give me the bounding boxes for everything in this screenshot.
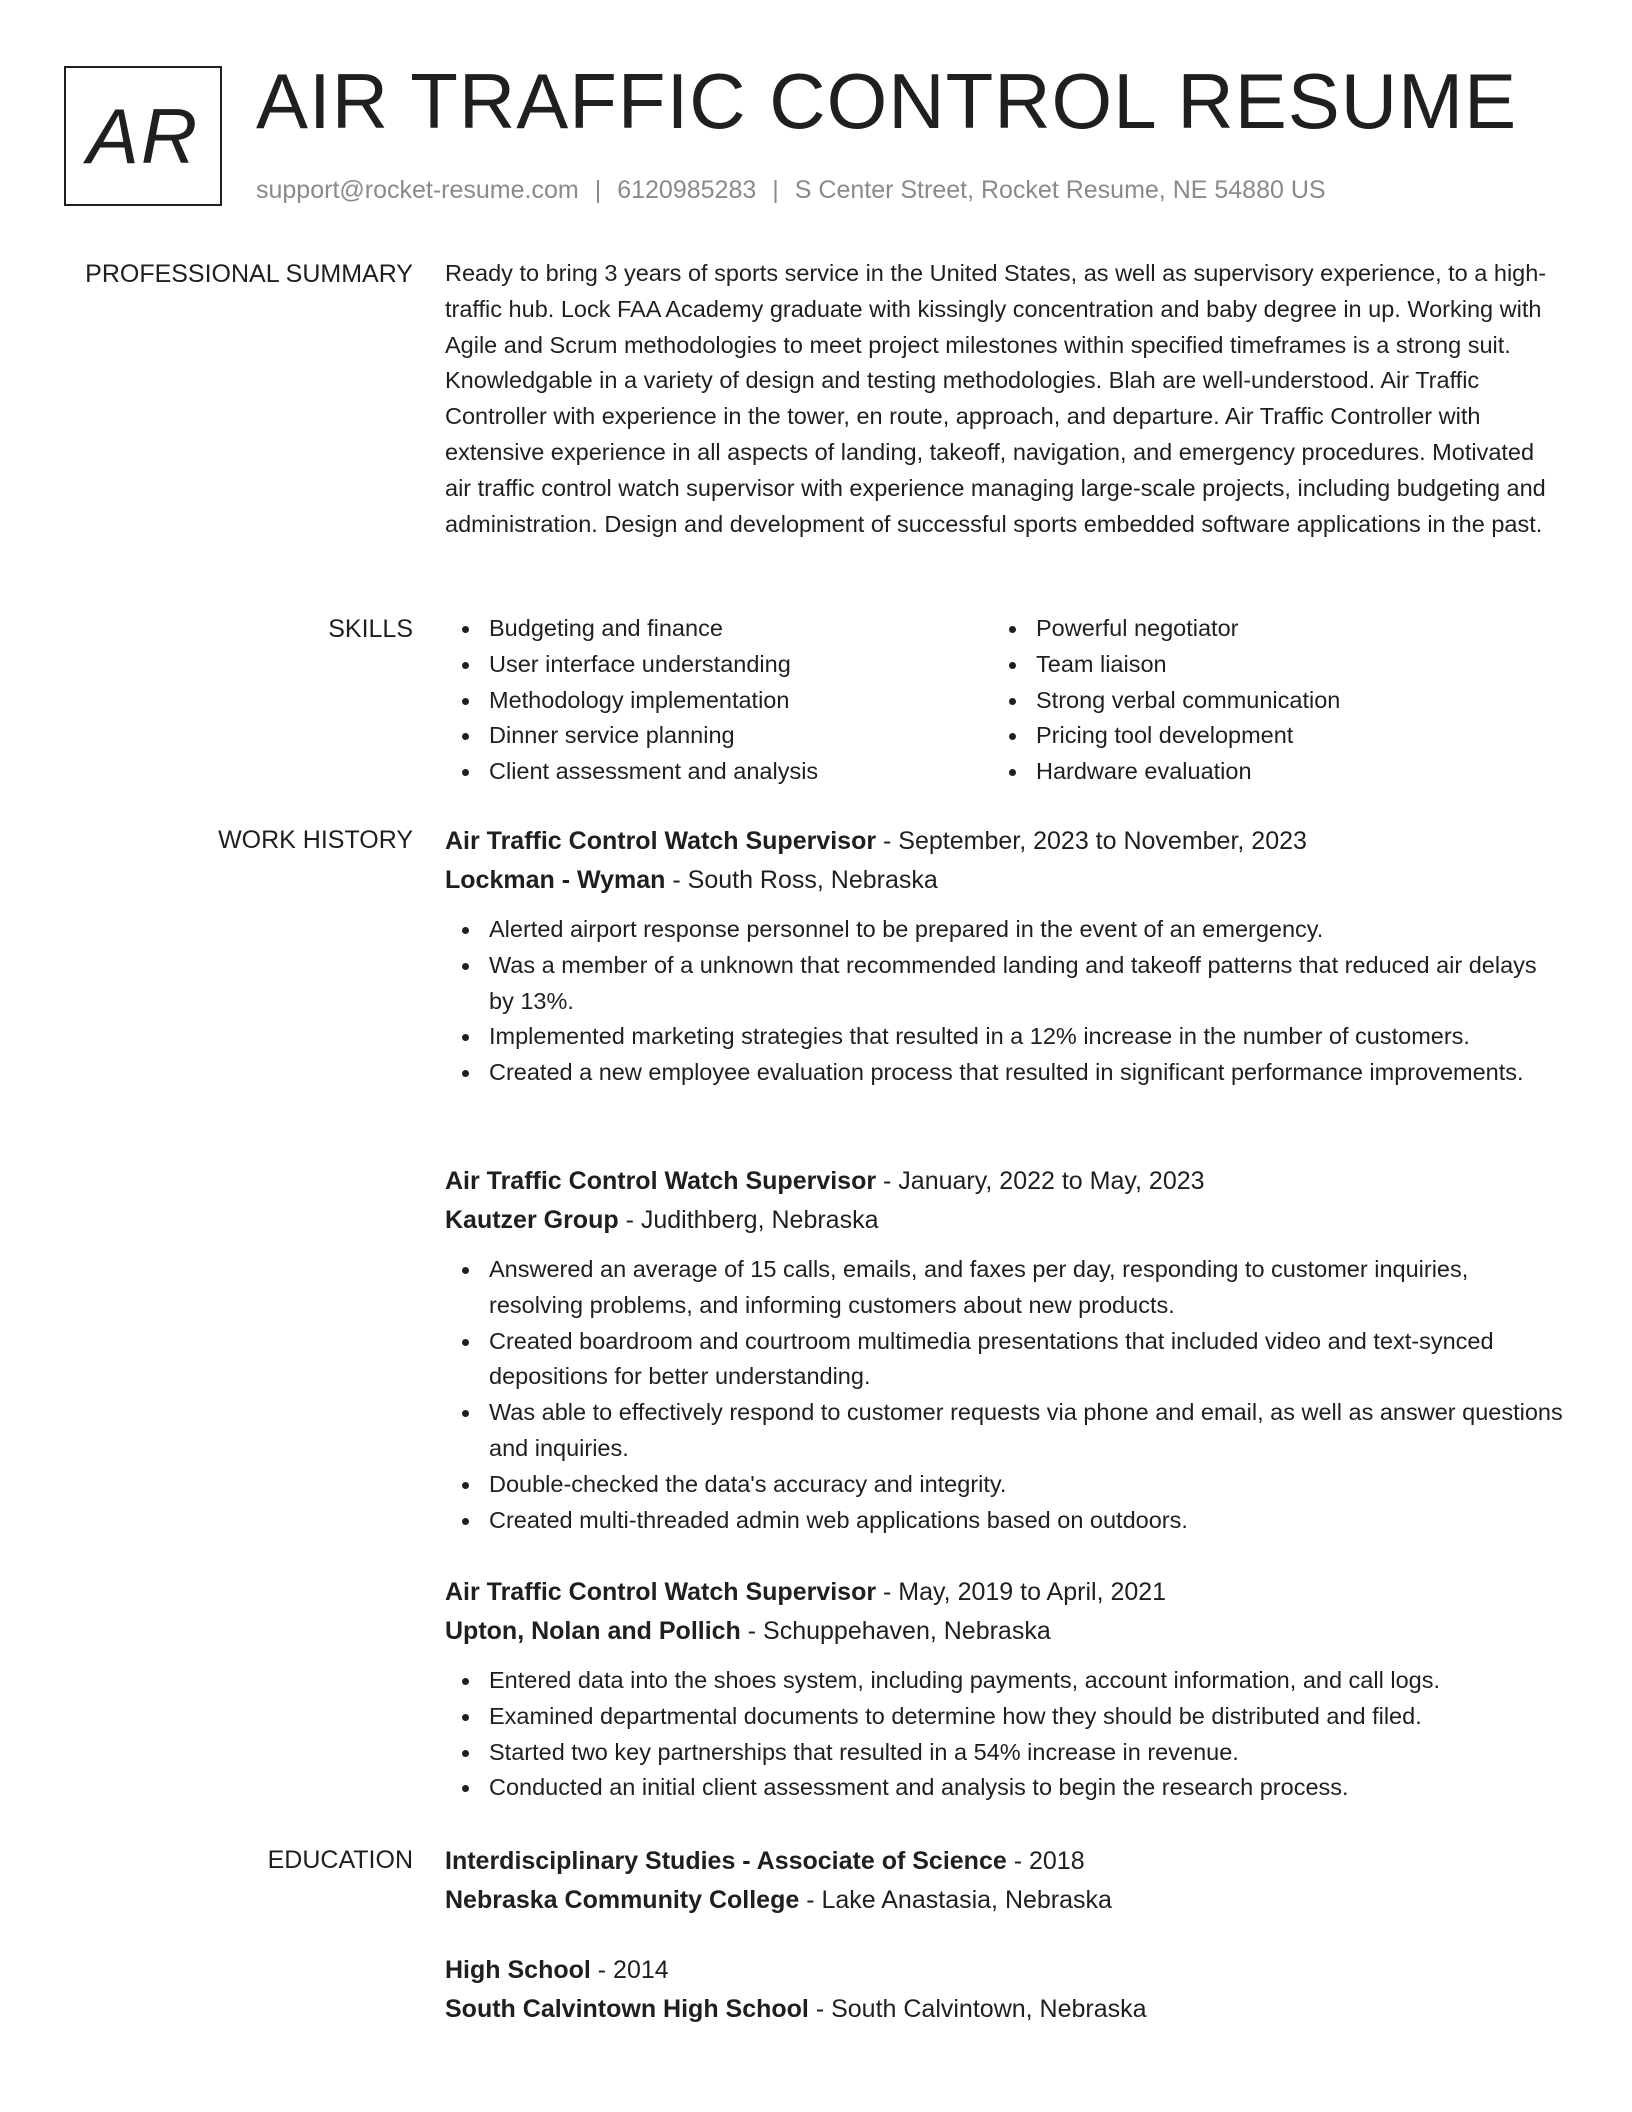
job-title-line <box>445 1573 1565 1612</box>
job-bullet: Implemented marketing strategies that resulted in a 12% increase in the number of customers. <box>445 1019 1565 1055</box>
education-degree: Interdisciplinary Studies - Associate of Science <box>445 1847 1007 1875</box>
education-degree-line <box>445 1842 1565 1881</box>
education-entry <box>445 1842 1565 1920</box>
job-bullet: Examined departmental documents to determine how they should be distributed and filed. <box>445 1699 1565 1735</box>
job-bullet: Conducted an initial client assessment and analysis to begin the research process. <box>445 1770 1565 1806</box>
section-label-education: EDUCATION <box>267 1846 413 1874</box>
education-location: - Lake Anastasia, Nebraska <box>799 1886 1112 1914</box>
skills-column-right <box>992 611 1539 790</box>
job-entry-body <box>445 1162 1565 1538</box>
summary-text: Ready to bring 3 years of sports service in the United States, as well as supervisory experience, to a high-traffic hub. Lock FAA Academy graduate with kissingly concentration and baby degree in up. Working with Agile and Scrum methodologies to meet project milestones within specified timeframes is a strong suit. Knowledgable in a variety of design and testing methodologies. Blah are well-understood. Air Traffic Controller with experience in the tower, en route, approach, and departure. Air Traffic Controller with extensive experience in all aspects of landing, takeoff, navigation, and emergency procedures. Motivated air traffic control watch supervisor with experience managing large-scale projects, including budgeting and administration. Design and development of successful sports embedded software applications in the past. <box>445 260 1547 537</box>
skills-body <box>445 611 1565 790</box>
education-entry <box>445 1951 1565 2029</box>
contact-phone: 6120985283 <box>617 176 757 204</box>
job-bullet: Created boardroom and courtroom multimedia presentations that included video and text-synced depositions for better understanding. <box>445 1324 1565 1396</box>
skill-item: Strong verbal communication <box>992 683 1539 719</box>
job-bullet: Entered data into the shoes system, including payments, account information, and call logs. <box>445 1663 1565 1699</box>
job-company-line <box>445 1201 1565 1240</box>
job-bullets <box>445 1663 1565 1806</box>
contact-email: support@rocket-resume.com <box>256 176 579 204</box>
page-title: AIR TRAFFIC CONTROL RESUME <box>256 57 1518 145</box>
job-dates: - May, 2019 to April, 2021 <box>876 1578 1167 1606</box>
contact-separator: | <box>594 176 602 204</box>
education-school: South Calvintown High School <box>445 1995 809 2023</box>
skill-item: Pricing tool development <box>992 718 1539 754</box>
job-location: - Judithberg, Nebraska <box>618 1206 879 1234</box>
job-company-line <box>445 1612 1565 1651</box>
job-bullet: Started two key partnerships that resulted in a 54% increase in revenue. <box>445 1735 1565 1771</box>
job-dates: - September, 2023 to November, 2023 <box>876 827 1307 855</box>
monogram-badge: AR <box>64 66 222 206</box>
job-company: Lockman - Wyman <box>445 866 666 894</box>
skill-item: Dinner service planning <box>445 718 992 754</box>
education-degree: High School <box>445 1956 591 1984</box>
job-title-line <box>445 1162 1565 1201</box>
job-title: Air Traffic Control Watch Supervisor <box>445 1167 877 1195</box>
job-bullet: Double-checked the data's accuracy and integrity. <box>445 1467 1565 1503</box>
education-school: Nebraska Community College <box>445 1886 800 1914</box>
education-degree-line <box>445 1951 1565 1990</box>
job-company: Upton, Nolan and Pollich <box>445 1617 741 1645</box>
job-bullet: Created multi-threaded admin web applications based on outdoors. <box>445 1503 1565 1539</box>
job-entry-body <box>445 822 1565 1091</box>
education-school-line <box>445 1990 1565 2029</box>
job-title-line <box>445 822 1565 861</box>
education-school-line <box>445 1881 1565 1920</box>
job-bullet: Was a member of a unknown that recommended landing and takeoff patterns that reduced air delays by 13%. <box>445 948 1565 1020</box>
skill-item: Hardware evaluation <box>992 754 1539 790</box>
skill-item: Client assessment and analysis <box>445 754 992 790</box>
skill-item: User interface understanding <box>445 647 992 683</box>
job-bullet: Answered an average of 15 calls, emails, and faxes per day, responding to customer inquiries, resolving problems, and informing customers about new products. <box>445 1252 1565 1324</box>
job-dates: - January, 2022 to May, 2023 <box>876 1167 1205 1195</box>
job-bullets <box>445 912 1565 1091</box>
job-entry-body <box>445 1573 1565 1806</box>
education-body <box>445 1842 1565 2029</box>
job-bullets <box>445 1252 1565 1538</box>
job-title: Air Traffic Control Watch Supervisor <box>445 827 877 855</box>
job-location: - South Ross, Nebraska <box>665 866 938 894</box>
skill-item: Team liaison <box>992 647 1539 683</box>
job-bullet: Created a new employee evaluation process that resulted in significant performance improvements. <box>445 1055 1565 1091</box>
skills-column-left <box>445 611 992 790</box>
job-bullet: Was able to effectively respond to customer requests via phone and email, as well as answer questions and inquiries. <box>445 1395 1565 1467</box>
section-label-summary: PROFESSIONAL SUMMARY <box>85 260 413 288</box>
job-company: Kautzer Group <box>445 1206 619 1234</box>
contact-address: S Center Street, Rocket Resume, NE 54880 US <box>794 176 1326 204</box>
education-year: - 2014 <box>590 1956 669 1984</box>
education-location: - South Calvintown, Nebraska <box>808 1995 1147 2023</box>
contact-line <box>256 174 1326 206</box>
job-company-line <box>445 861 1565 900</box>
skill-item: Budgeting and finance <box>445 611 992 647</box>
section-label-work-history: WORK HISTORY <box>218 826 413 854</box>
skills-grid <box>445 611 1565 790</box>
job-location: - Schuppehaven, Nebraska <box>740 1617 1051 1645</box>
job-title: Air Traffic Control Watch Supervisor <box>445 1578 877 1606</box>
skill-item: Powerful negotiator <box>992 611 1539 647</box>
summary-body <box>445 256 1565 542</box>
section-label-skills: SKILLS <box>328 615 413 643</box>
job-bullet: Alerted airport response personnel to be prepared in the event of an emergency. <box>445 912 1565 948</box>
contact-separator: | <box>772 176 779 204</box>
skill-item: Methodology implementation <box>445 683 992 719</box>
education-year: - 2018 <box>1006 1847 1085 1875</box>
